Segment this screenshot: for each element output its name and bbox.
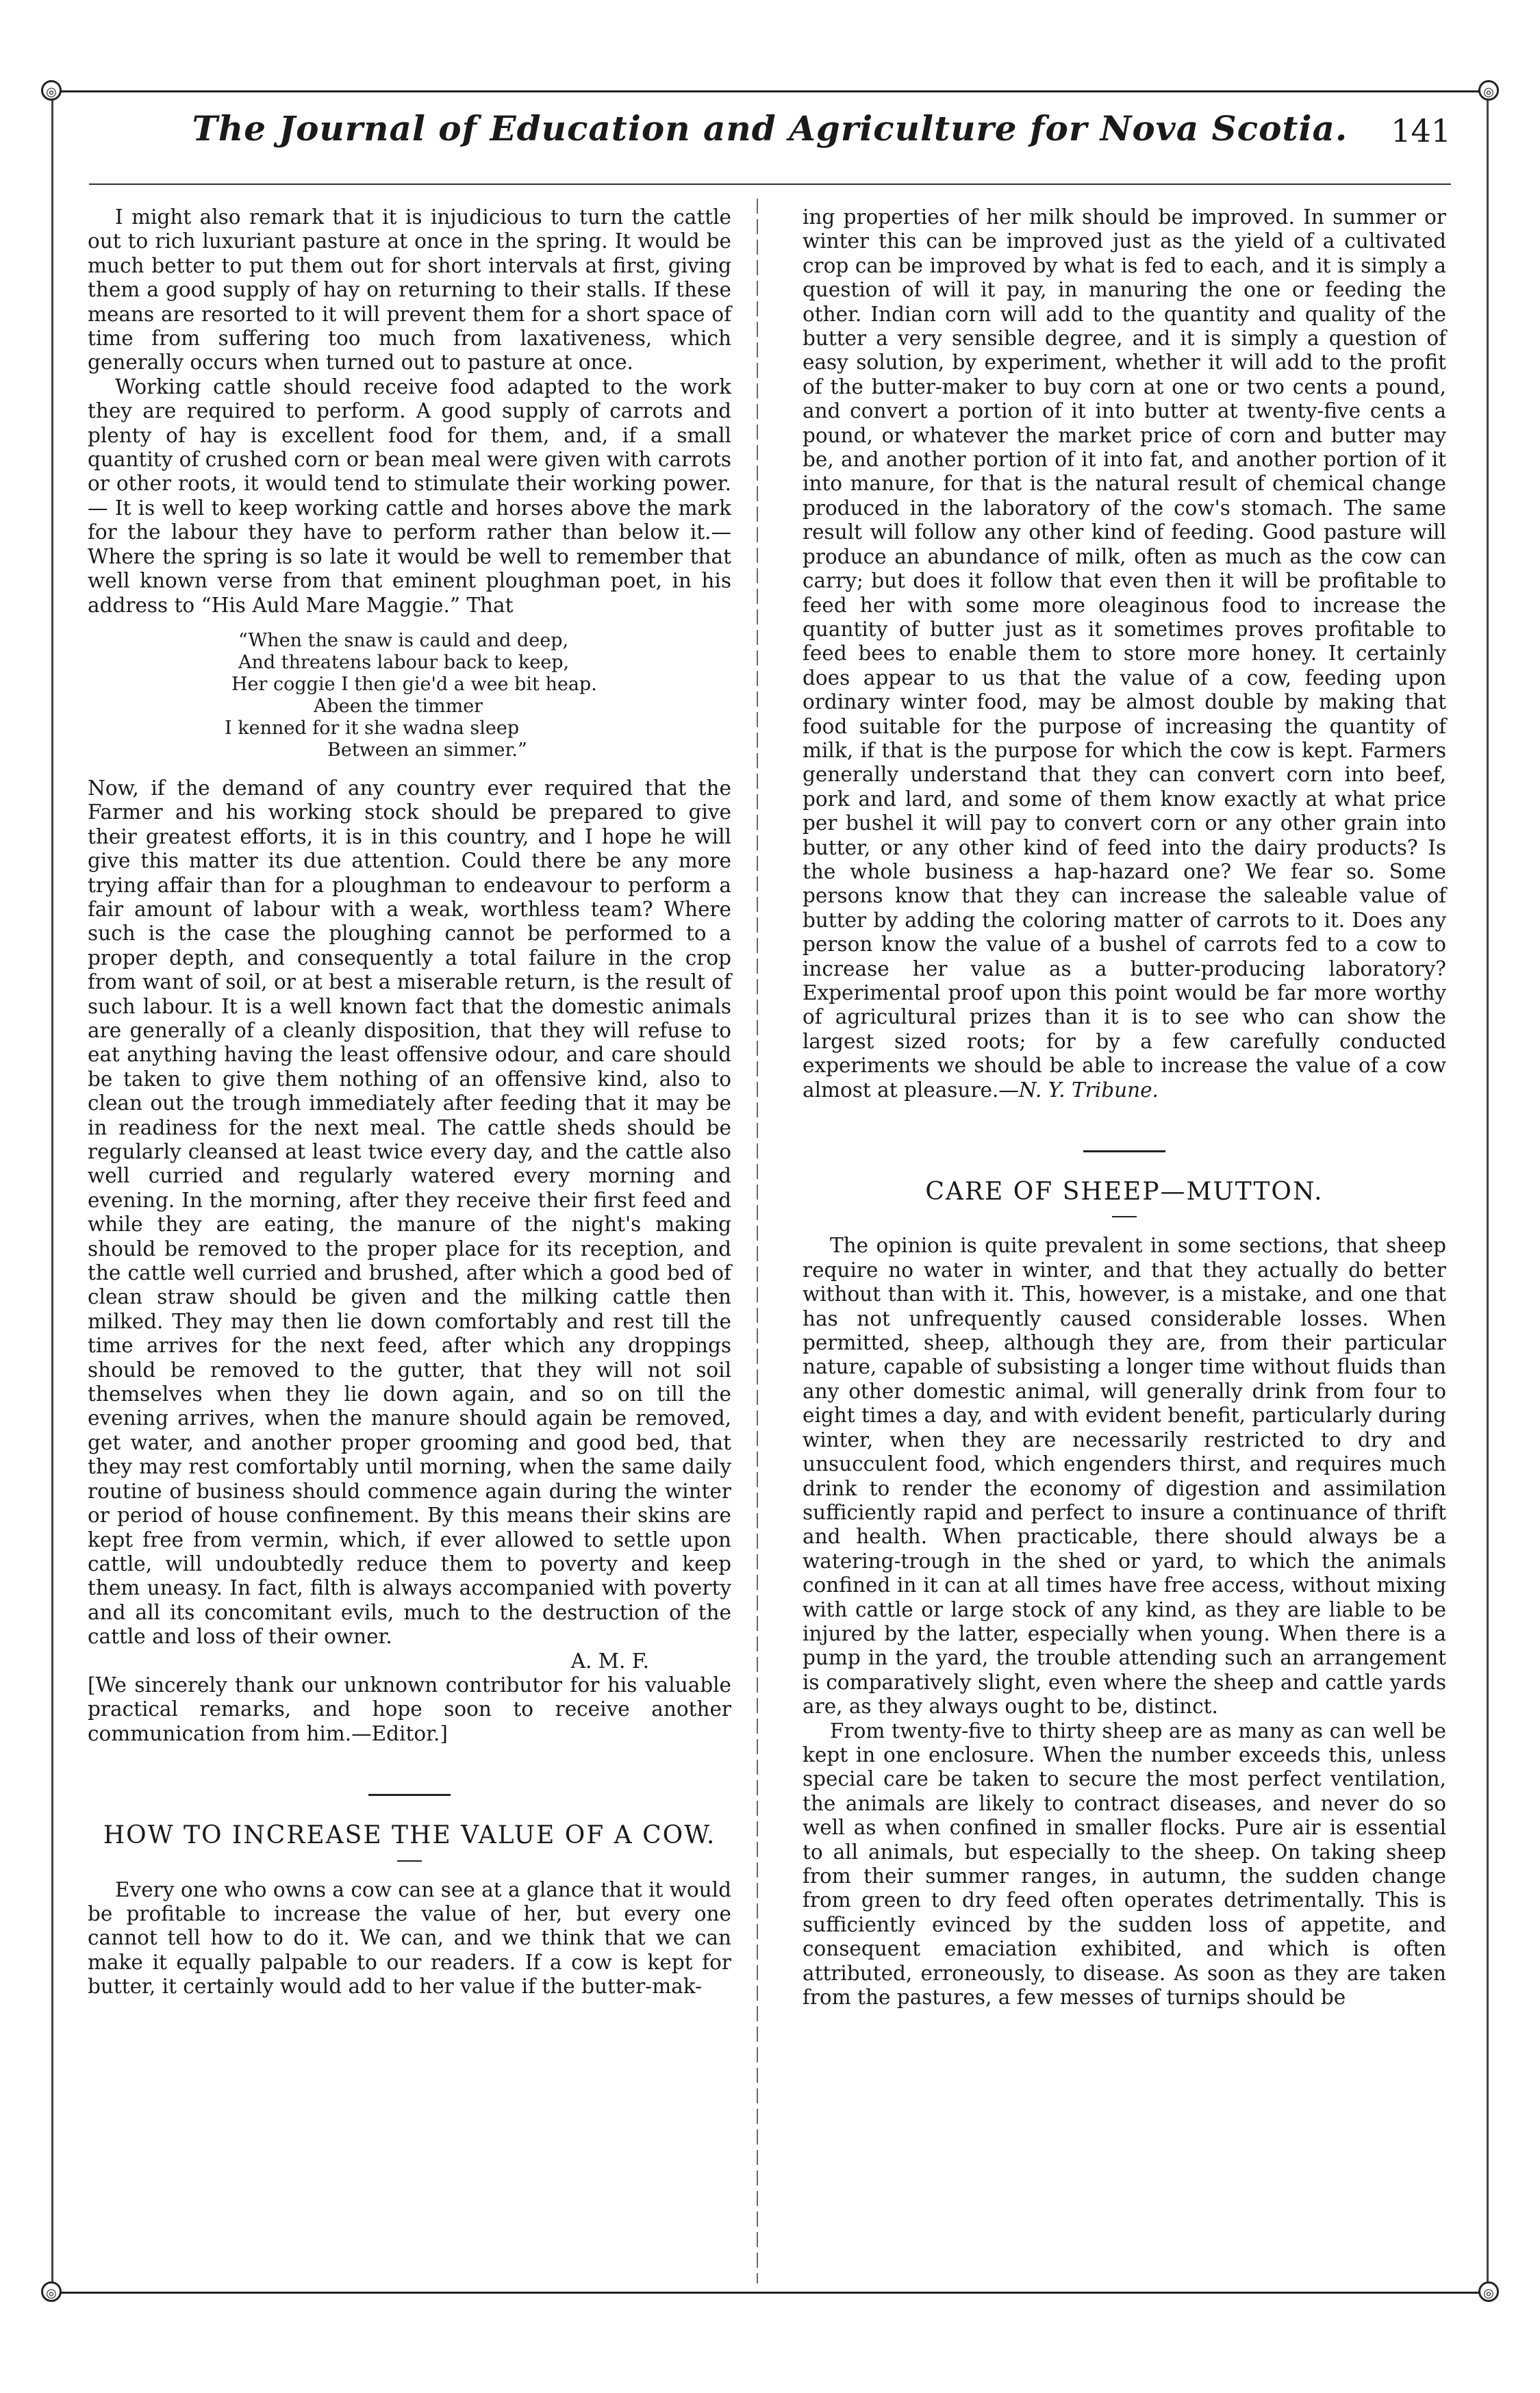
journal-title: The Journal of Education and Agriculture for Nova Scotia. [192, 108, 1348, 149]
corner-ornament-icon: ◎ [41, 2281, 62, 2302]
source-citation: N. Y. Tribune. [1018, 1078, 1159, 1102]
corner-ornament-icon: ◎ [41, 80, 62, 101]
section-separator [368, 1794, 451, 1796]
signature-line [88, 1649, 731, 1673]
corner-ornament-icon: ◎ [1478, 2281, 1499, 2302]
section-separator [1083, 1150, 1165, 1152]
author-signature: A. M. F. [570, 1649, 649, 1673]
poem-line: Her coggie I then gie'd a wee bit heap. [231, 673, 597, 695]
paragraph: Working cattle should receive food adapted to the work they are required to perform. A good supply of carrots and plenty of hay is excellent food for them, and, if a small quantity of crushed corn or bean meal were given with carrots or other roots, it would tend to stimulate their working power.— It is well to keep working cattle and horses above the mark for the labour they have to perform rather than below it.— Where the spring is so late it would be well to remember that well known verse from that eminent ploughman poet, in his address to “His Auld Mare Maggie.” That [88, 375, 731, 617]
running-head [89, 108, 1451, 163]
right-column [803, 205, 1446, 2287]
poem-line: Between an simmer.” [327, 739, 527, 761]
corner-ornament-icon: ◎ [1478, 80, 1499, 101]
section-title: CARE OF SHEEP—MUTTON. [925, 1178, 1324, 1206]
title-dash [1112, 1216, 1137, 1217]
poem-line: And threatens labour back to keep, [238, 651, 570, 673]
editor-note: [We sincerely thank our unknown contributor for his valuable practical remarks, and hope soon to receive another communication from him.—Editor.] [88, 1673, 731, 1745]
paragraph-text: ing properties of her milk should be improved. In summer or winter this can be improved just as the yield of a cultivated crop can be improved by what is fed to each, and it is simply a question of will it pay, in manuring the one or feeding the other. Indian corn will add to the quantity and quality of the butter a very sensible degree, and it is simply a question of easy solution, by experiment, whether it will add to the profit of the butter-maker to buy corn at one or two cents a pound, and convert a portion of it into butter at twenty-five cents a pound, or whatever the market price of corn and butter may be, and another portion of it into fat, and another portion of it into manure, for that is the natural result of chemical change produced in the laboratory of the cow's stomach. The same result will follow any other kind of feeding. Good pasture will produce an abundance of milk, often as much as the cow can carry; but does it follow that even then it will be profitable to feed her with some more oleaginous food to increase the quantity of butter just as it sometimes proves profitable to feed bees to enable them to store more honey. It certainly does appear to us that the value of a cow, feeding upon ordinary winter food, may be almost double by making that food suitable for the purpose of increasing the quantity of milk, if that is the purpose for which the cow is kept. Farmers generally understand that they can convert corn into beef, pork and lard, and some of them know exactly at what price per bushel it will pay to convert corn or any other grain into butter, or any other kind of feed into the dairy products? Is the whole business a hap-hazard one? We fear so. Some persons know that they can increase the saleable value of butter by adding the coloring matter of carrots to it. Does any person know the value of a bushel of carrots fed to a cow to increase her value as a butter-producing laboratory? Experimental proof upon this point would be far more worthy of agricultural prizes than it is to see who can show the largest sized roots; for by a few carefully conducted experiments we should be able to increase the value of a cow almost at pleasure.— [803, 205, 1446, 1102]
poem-quote [88, 630, 731, 761]
paragraph: I might also remark that it is injudicious to turn the cattle out to rich luxuriant pasture at once in the spring. It would be much better to put them out for short intervals at first, giving them a good supply of hay on returning to their stalls. If these means are resorted to it will prevent them for a short space of time from suffering too much from laxativeness, which generally occurs when turned out to pasture at once. [88, 205, 731, 375]
left-border-rule [51, 90, 53, 2294]
title-dash [397, 1860, 422, 1862]
column-divider [757, 199, 758, 2283]
poem-line: I kenned for it she wadna sleep [225, 717, 520, 739]
page-number: 141 [1391, 112, 1451, 149]
header-rule [89, 183, 1451, 185]
paragraph [803, 205, 1446, 1102]
poem-line: “When the snaw is cauld and deep, [238, 629, 569, 651]
section-title: HOW TO INCREASE THE VALUE OF A COW. [103, 1821, 716, 1850]
left-column [88, 205, 731, 2287]
poem-line: Abeen the timmer [314, 695, 483, 717]
paragraph: From twenty-five to thirty sheep are as many as can well be kept in one enclosure. When the number exceeds this, unless special care be taken to secure the most perfect ventilation, the animals are likely to contract diseases, and never do so well as when confined in smaller flocks. Pure air is essential to all animals, but especially to the sheep. On taking sheep from their summer ranges, in autumn, the sudden change from green to dry feed often operates detrimentally. This is sufficiently evinced by the sudden loss of appetite, and consequent emaciation exhibited, and which is often attributed, erroneously, to disease. As soon as they are taken from the pastures, a few messes of turnips should be [803, 1719, 1446, 2010]
right-border-rule [1487, 90, 1489, 2294]
bottom-border-rule [49, 2292, 1491, 2294]
paragraph: Every one who owns a cow can see at a glance that it would be profitable to increase the value of her, but every one cannot tell how to do it. We can, and we think that we can make it equally palpable to our readers. If a cow is kept for butter, it certainly would add to her value if the butter-mak- [88, 1877, 731, 1999]
paragraph: Now, if the demand of any country ever required that the Farmer and his working stock should be prepared to give their greatest efforts, it is in this country, and I hope he will give this matter its due attention. Could there be any more trying affair than for a ploughman to endeavour to perform a fair amount of labour with a weak, worthless team? Where such is the case the ploughing cannot be performed to a proper depth, and consequently a total failure in the crop from want of soil, or at best a miserable return, is the result of such labour. It is a well known fact that the domestic animals are generally of a cleanly disposition, that they will refuse to eat anything having the least offensive odour, and care should be taken to give them nothing of an offensive kind, also to clean out the trough immediately after feeding that it may be in readiness for the next meal. The cattle sheds should be regularly cleansed at least twice every day, and the cattle also well curried and regularly watered every morning and evening. In the morning, after they receive their first feed and while they are eating, the manure of the night's making should be removed to the proper place for its reception, and the cattle well curried and brushed, after which a good bed of clean straw should be given and the milking cattle then milked. They may then lie down comfortably and rest till the time arrives for the next feed, after which any droppings should be removed to the gutter, that they will not soil themselves when they lie down again, and so on till the evening arrives, when the manure should again be removed, get water, and another proper grooming and good bed, that they may rest comfortably until morning, when the same daily routine of business should commence again during the winter or period of house confinement. By this means their skins are kept free from vermin, which, if ever allowed to settle upon cattle, will undoubtedly reduce them to poverty and keep them uneasy. In fact, filth is always accompanied with poverty and all its concomitant evils, much to the destruction of the cattle and loss of their owner. [88, 776, 731, 1649]
paragraph: The opinion is quite prevalent in some sections, that sheep require no water in winter, and that they actually do better without than with it. This, however, is a mistake, and one that has not unfrequently caused considerable losses. When permitted, sheep, although they are, from their particular nature, capable of subsisting a longer time without fluids than any other domestic animal, will generally drink from four to eight times a day, and with evident benefit, particularly during winter, when they are necessarily restricted to dry and unsucculent food, which engenders thirst, and requires much drink to render the economy of digestion and assimilation sufficiently rapid and perfect to insure a continuance of thrift and health. When practicable, there should always be a watering-trough in the shed or yard, to which the animals confined in it can at all times have free access, without mixing with cattle or large stock of any kind, as they are liable to be injured by the latter, especially when young. When there is a pump in the yard, the trouble attending such an arrangement is comparatively slight, even where the sheep and cattle yards are, as they always ought to be, distinct. [803, 1234, 1446, 1719]
top-border-rule [49, 90, 1491, 92]
